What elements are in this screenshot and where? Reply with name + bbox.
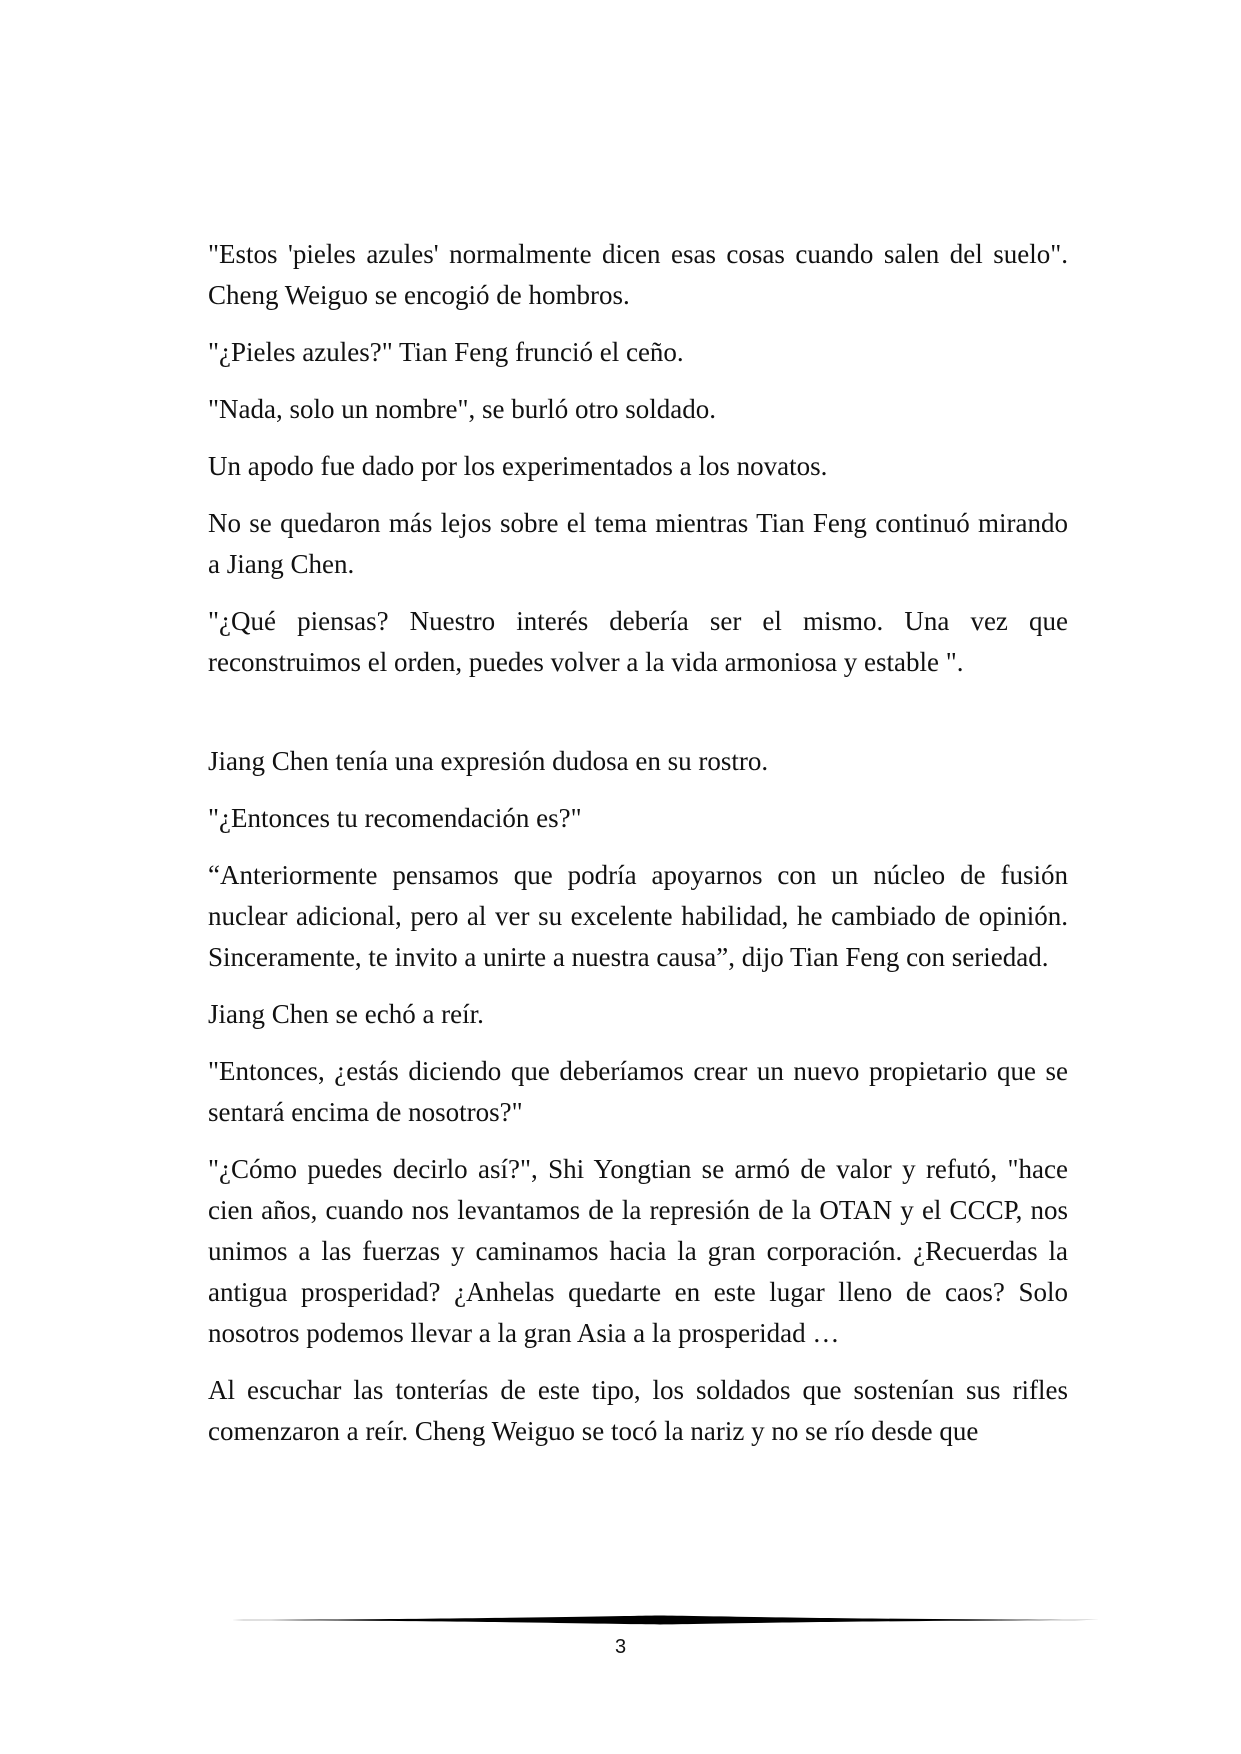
paragraph: "Entonces, ¿estás diciendo que deberíamos crear un nuevo propietario que se sentará encima de nosotros?" xyxy=(208,1056,1068,1127)
paragraph: "¿Qué piensas? Nuestro interés debería ser el mismo. Una vez que reconstruimos el orden, puedes volver a la vida armoniosa y estable ". xyxy=(208,606,1068,677)
paragraph: "¿Cómo puedes decirlo así?", Shi Yongtian se armó de valor y refutó, "hace cien años, cuando nos levantamos de la represión de la OTAN y el CCCP, nos unimos a las fuerzas y caminamos hacia la gran corporación. ¿Recuerdas la antigua prosperidad? ¿Anhelas quedarte en este lugar lleno de caos? Solo nosotros podemos llevar a la gran Asia a la prosperidad … xyxy=(208,1154,1068,1348)
paragraph: "Nada, solo un nombre", se burló otro soldado. xyxy=(208,394,716,424)
paragraph: No se quedaron más lejos sobre el tema mientras Tian Feng continuó mirando a Jiang Chen. xyxy=(208,508,1068,579)
footer-rule xyxy=(208,1614,1112,1626)
paragraph: Jiang Chen tenía una expresión dudosa en su rostro. xyxy=(208,746,769,776)
paragraph: Jiang Chen se echó a reír. xyxy=(208,999,484,1029)
paragraph: "¿Entonces tu recomendación es?" xyxy=(208,803,582,833)
paragraph: “Anteriormente pensamos que podría apoyarnos con un núcleo de fusión nuclear adicional, pero al ver su excelente habilidad, he cambiado de opinión. Sinceramente, te invito a unirte a nuestra causa”, dijo Tian Feng con seriedad. xyxy=(208,860,1068,972)
page-body xyxy=(208,234,1068,1468)
paragraph: "¿Pieles azules?" Tian Feng frunció el ceño. xyxy=(208,337,684,367)
paragraph: "Estos 'pieles azules' normalmente dicen esas cosas cuando salen del suelo". Cheng Weiguo se encogió de hombros. xyxy=(208,239,1068,310)
paragraph: Un apodo fue dado por los experimentados a los novatos. xyxy=(208,451,828,481)
paragraph: Al escuchar las tonterías de este tipo, los soldados que sostenían sus rifles comenzaron a reír. Cheng Weiguo se tocó la nariz y no se río desde que xyxy=(208,1375,1068,1446)
page-number: 3 xyxy=(614,1636,627,1658)
